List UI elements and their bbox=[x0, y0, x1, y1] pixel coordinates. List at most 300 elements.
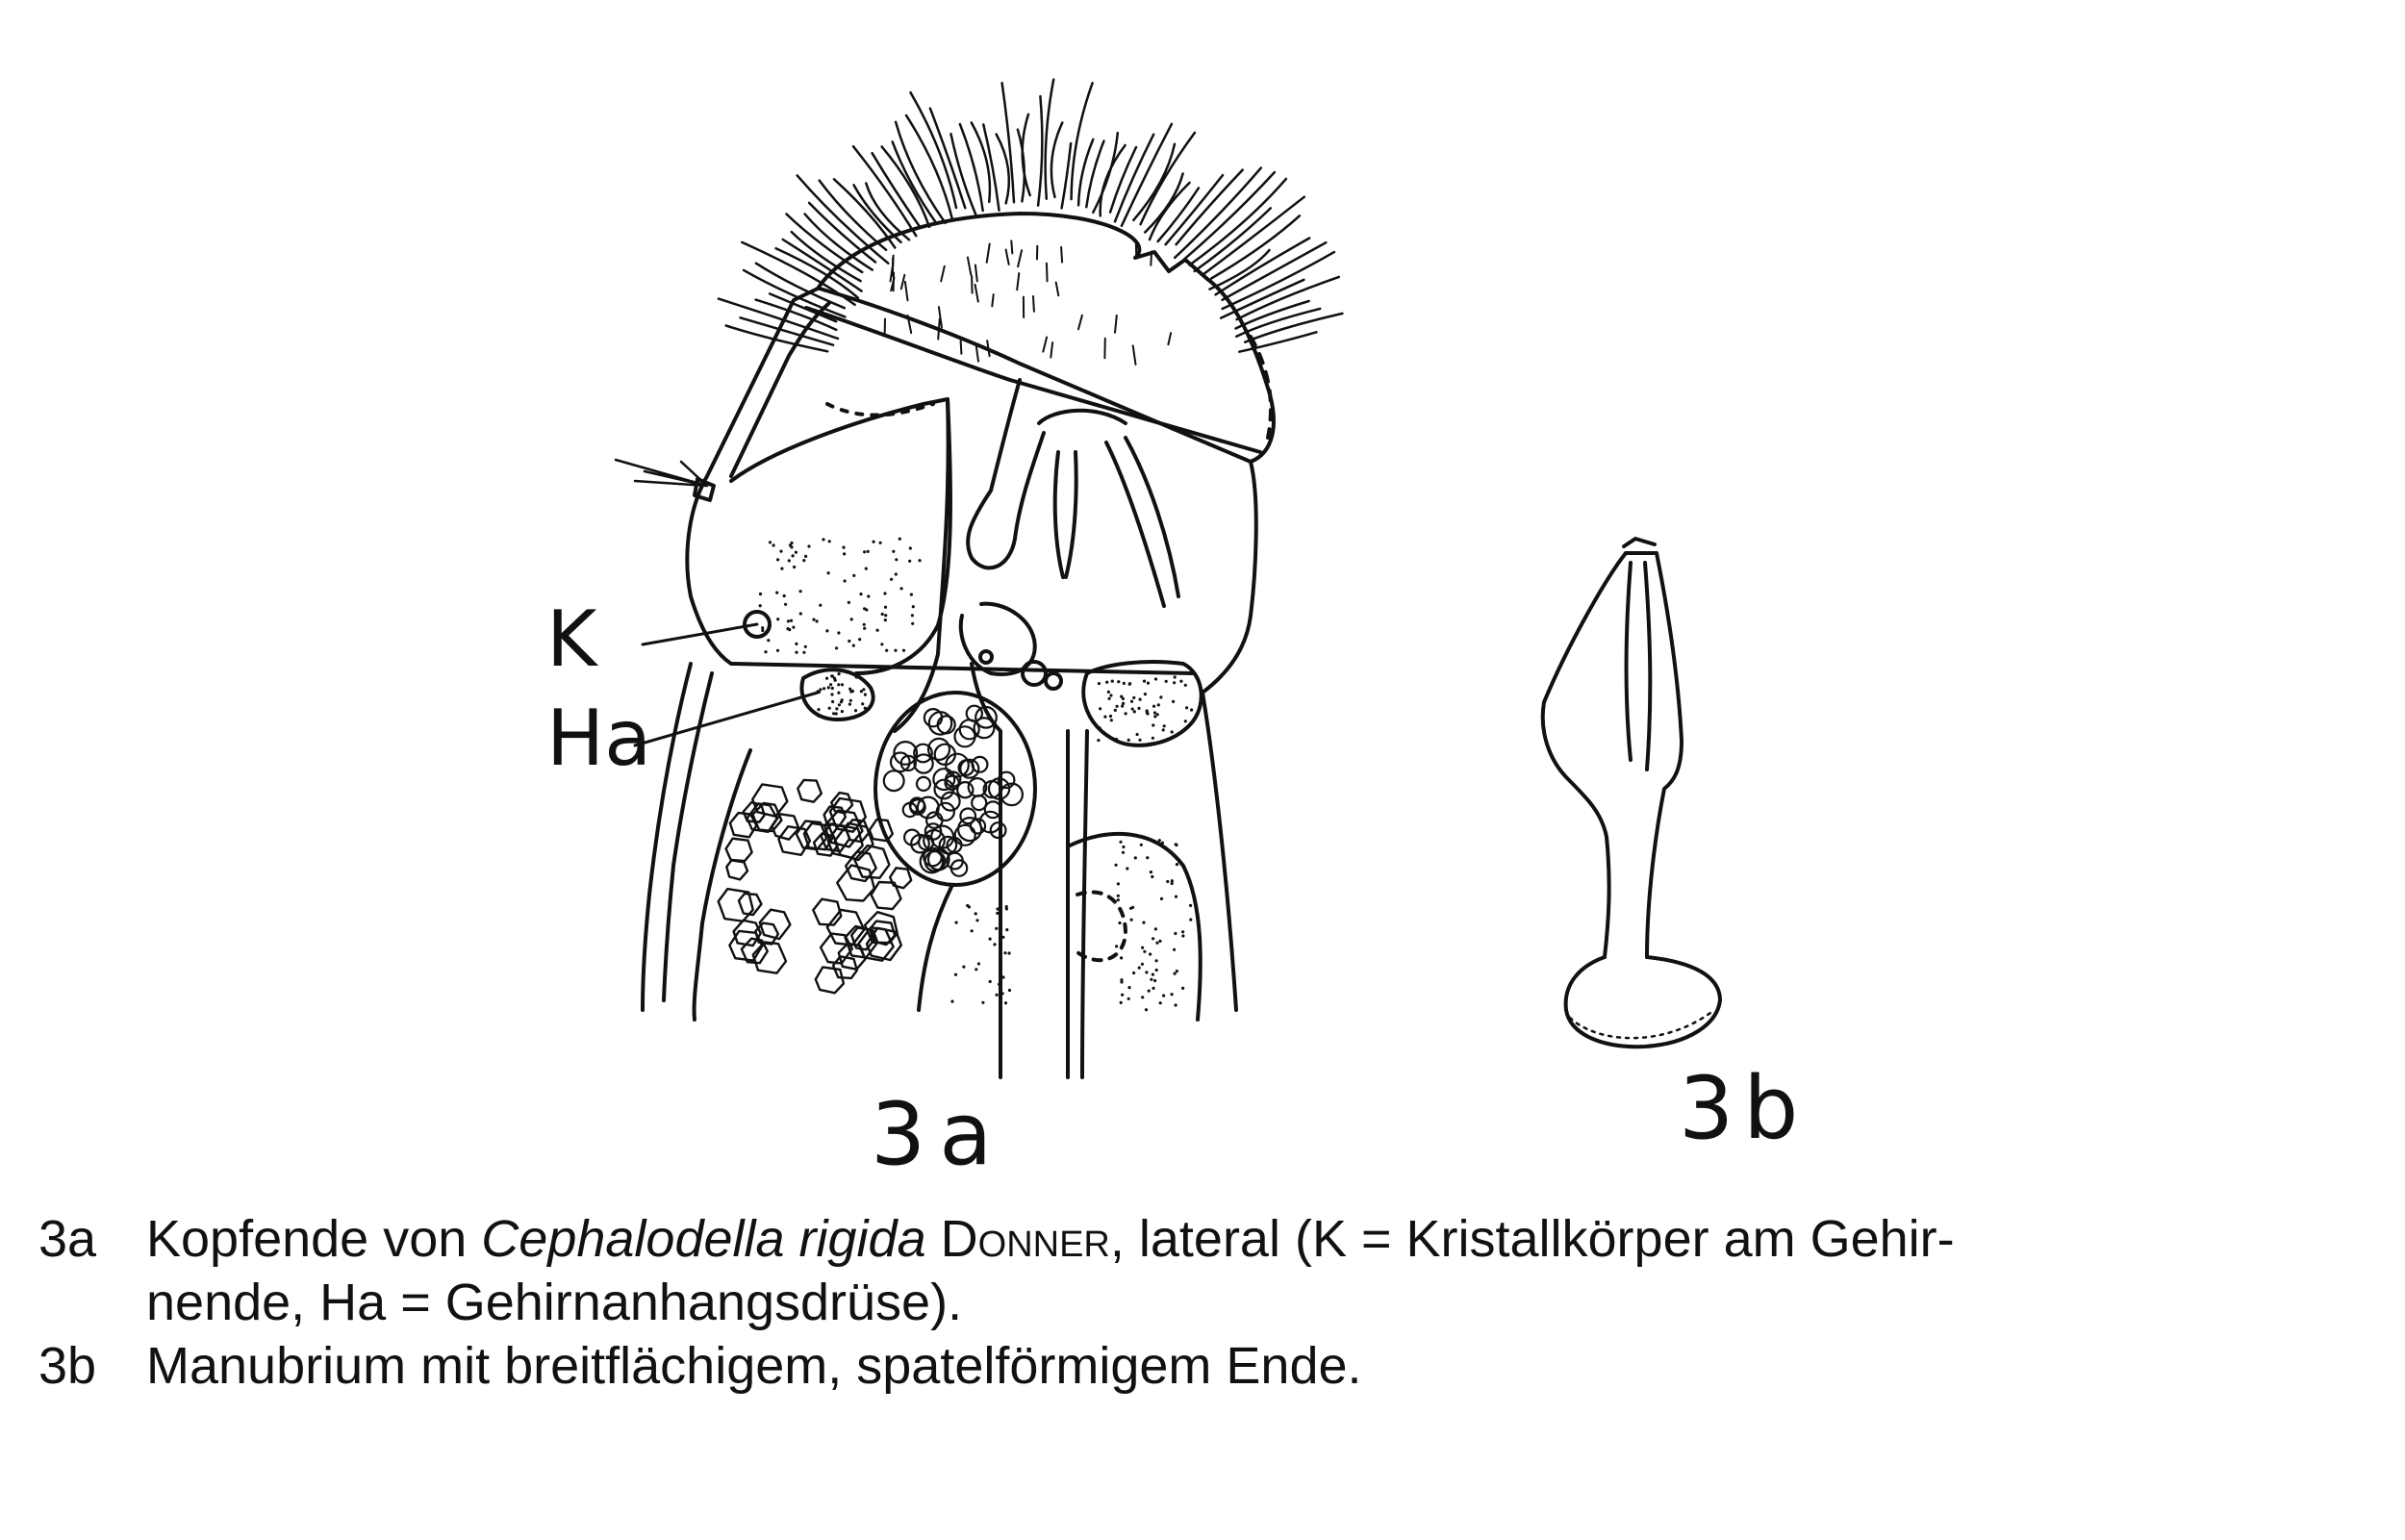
gland-vacuole bbox=[955, 825, 975, 846]
stipple-dot bbox=[1143, 950, 1146, 953]
stipple-dot bbox=[1109, 715, 1112, 718]
stipple-dot bbox=[761, 626, 764, 629]
corona-stroke bbox=[975, 265, 977, 282]
stipple-dot bbox=[1158, 940, 1161, 943]
stipple-dot bbox=[825, 629, 828, 632]
sensory-organ bbox=[695, 479, 714, 500]
stipple-dot bbox=[884, 614, 887, 617]
callout-line-k bbox=[643, 624, 757, 644]
stipple-dot bbox=[1138, 739, 1141, 742]
stipple-dot bbox=[1121, 994, 1124, 997]
gland-spot-1 bbox=[980, 651, 992, 663]
stipple-dot bbox=[831, 687, 834, 690]
cilium bbox=[1133, 144, 1175, 220]
stipple-dot bbox=[879, 542, 882, 544]
caption-3b-number: 3b bbox=[38, 1337, 97, 1395]
corona-stroke bbox=[975, 285, 978, 302]
stipple-dot bbox=[1131, 708, 1134, 711]
stipple-dot bbox=[1172, 700, 1175, 703]
stipple-dot bbox=[1174, 675, 1177, 678]
stipple-dot bbox=[793, 566, 796, 568]
stipple-dot bbox=[861, 702, 864, 705]
stipple-dot bbox=[1176, 970, 1178, 972]
stipple-dot bbox=[1149, 952, 1152, 955]
gland-vacuole bbox=[972, 795, 986, 810]
stipple-dot bbox=[1118, 921, 1121, 924]
stipple-dot bbox=[876, 629, 879, 632]
stipple-dot bbox=[848, 640, 850, 643]
stipple-dot bbox=[1165, 680, 1168, 683]
stipple-dot bbox=[865, 568, 868, 570]
corona-stroke bbox=[1006, 250, 1009, 265]
stipple-dot bbox=[995, 927, 998, 930]
stipple-dot bbox=[790, 545, 793, 548]
caption-3b bbox=[38, 1334, 2386, 1398]
stipple-dot bbox=[787, 619, 790, 622]
stipple-dot bbox=[792, 554, 795, 557]
stipple-dot bbox=[1162, 728, 1165, 731]
stipple-dot bbox=[1161, 842, 1164, 845]
stipple-dot bbox=[1154, 677, 1157, 680]
corona-stroke bbox=[972, 276, 973, 293]
stipple-dot bbox=[795, 551, 797, 554]
stipple-dot bbox=[1097, 739, 1100, 742]
stipple-dot bbox=[784, 603, 787, 606]
stipple-dot bbox=[1155, 959, 1158, 962]
stipple-dot bbox=[950, 1000, 953, 1003]
stipple-dot bbox=[1005, 928, 1008, 931]
stipple-dot bbox=[1110, 719, 1113, 721]
stipple-dot bbox=[1145, 1008, 1148, 1011]
stipple-dot bbox=[1171, 882, 1174, 885]
stipple-dot bbox=[1171, 993, 1174, 996]
stipple-dot bbox=[799, 612, 802, 615]
corona-stroke bbox=[968, 258, 971, 275]
stipple-dot bbox=[790, 619, 793, 622]
stipple-dot bbox=[873, 541, 875, 543]
stipple-dot bbox=[780, 568, 783, 570]
manubrium-drawing bbox=[1543, 539, 1720, 1047]
stipple-dot bbox=[1150, 978, 1152, 981]
stipple-dot bbox=[881, 613, 884, 616]
stipple-dot bbox=[1099, 707, 1101, 710]
stipple-dot bbox=[1185, 706, 1188, 709]
stipple-dot bbox=[902, 649, 905, 652]
stipple-dot bbox=[989, 938, 992, 941]
corona-stroke bbox=[1056, 283, 1059, 296]
stipple-dot bbox=[859, 593, 862, 595]
stipple-dot bbox=[863, 550, 866, 553]
stipple-dot bbox=[776, 558, 779, 561]
stipple-dot bbox=[783, 594, 786, 597]
vitellarium-cell bbox=[752, 784, 787, 816]
stipple-dot bbox=[841, 698, 844, 701]
stipple-dot bbox=[1152, 737, 1154, 740]
stipple-dot bbox=[1127, 997, 1130, 1000]
manubrium-head-top bbox=[1624, 539, 1655, 546]
stipple-dot bbox=[827, 571, 830, 574]
stipple-dot bbox=[867, 550, 870, 553]
stipple-dot bbox=[915, 651, 918, 654]
corona-stroke bbox=[1011, 240, 1012, 253]
stipple-dot bbox=[838, 672, 841, 675]
stipple-dot bbox=[1181, 930, 1184, 933]
stipple-dot bbox=[852, 574, 855, 577]
stipple-dot bbox=[1107, 691, 1110, 694]
vitellarium-outline bbox=[695, 750, 750, 1020]
cilium bbox=[997, 135, 1009, 204]
stipple-dot bbox=[962, 966, 965, 969]
cilium bbox=[1223, 242, 1327, 300]
right-wall bbox=[1202, 462, 1256, 1010]
stipple-dot bbox=[1123, 682, 1126, 685]
vitellarium-cell bbox=[797, 780, 822, 802]
stipple-dot bbox=[977, 962, 980, 965]
stipple-dot bbox=[1150, 871, 1152, 873]
corona-stroke bbox=[1168, 333, 1171, 344]
stipple-dot bbox=[761, 629, 764, 632]
trophi-arm bbox=[1106, 438, 1178, 606]
left-wall-inner bbox=[664, 673, 712, 1000]
esophagus bbox=[1068, 731, 1087, 1077]
stipple-dot bbox=[1119, 841, 1122, 844]
stipple-dot bbox=[1137, 707, 1140, 710]
stipple-dot bbox=[954, 973, 957, 976]
stipple-dot bbox=[807, 544, 810, 547]
stipple-dot bbox=[1189, 919, 1192, 921]
stipple-dot bbox=[825, 677, 828, 680]
stipple-dot bbox=[823, 687, 825, 690]
stipple-dot bbox=[863, 627, 866, 630]
vitellarium-cell bbox=[730, 813, 757, 837]
stipple-dot bbox=[1122, 846, 1125, 848]
stipple-dot bbox=[799, 590, 802, 593]
stipple-dot bbox=[912, 605, 915, 608]
stipple-dot bbox=[975, 968, 977, 971]
stipple-dot bbox=[1140, 844, 1143, 846]
stipple-dot bbox=[816, 619, 819, 622]
stipple-dot bbox=[854, 709, 857, 712]
corona-stroke bbox=[987, 244, 990, 263]
stipple-dot bbox=[776, 618, 779, 620]
gland-vacuole bbox=[973, 757, 988, 772]
stipple-dot bbox=[989, 980, 992, 983]
stipple-dot bbox=[867, 594, 870, 597]
stipple-dot bbox=[1117, 882, 1120, 885]
stipple-dot bbox=[812, 619, 815, 621]
stipple-dot bbox=[911, 622, 914, 625]
stipple-dot bbox=[837, 631, 840, 634]
stipple-dot bbox=[884, 619, 887, 621]
stipple-dot bbox=[1001, 975, 1004, 978]
stipple-dot bbox=[804, 555, 807, 558]
stipple-dot bbox=[844, 579, 847, 582]
stipple-dot bbox=[1103, 716, 1106, 719]
stipple-dot bbox=[1184, 720, 1187, 722]
stipple-dot bbox=[1115, 864, 1118, 867]
trophi-head bbox=[1039, 411, 1126, 423]
stipple-dot bbox=[890, 578, 893, 581]
stipple-dot bbox=[1152, 937, 1154, 940]
stipple-dot bbox=[819, 604, 822, 607]
stipple-dot bbox=[1120, 956, 1123, 959]
stipple-dot bbox=[1173, 948, 1176, 951]
stomach-left bbox=[919, 885, 952, 1010]
stipple-dot bbox=[1152, 723, 1154, 726]
stipple-dot bbox=[1175, 843, 1177, 846]
stipple-dot bbox=[880, 643, 883, 645]
stipple-dot bbox=[975, 912, 977, 915]
stipple-dot bbox=[1155, 942, 1158, 945]
stipple-dot bbox=[1130, 700, 1133, 703]
stipple-dot bbox=[1145, 971, 1148, 973]
caption-3a-continuation: nende, Ha = Gehirnanhangsdrüse). bbox=[146, 1274, 963, 1331]
stipple-dot bbox=[786, 627, 789, 630]
stipple-dot bbox=[804, 645, 807, 648]
corona-stroke bbox=[1018, 250, 1022, 266]
stipple-dot bbox=[1132, 972, 1135, 974]
stipple-dot bbox=[1156, 713, 1159, 716]
stipple-dot bbox=[1122, 702, 1125, 705]
stipple-dot bbox=[848, 601, 850, 604]
caption-3a-post: , lateral (K = Kristallkörper am Gehir- bbox=[1109, 1210, 1955, 1268]
corona-stroke bbox=[1133, 345, 1136, 365]
vitellarium-cell bbox=[753, 942, 786, 972]
stipple-dot bbox=[1174, 972, 1177, 975]
stipple-dot bbox=[1128, 683, 1131, 686]
corona-stroke bbox=[1051, 342, 1052, 358]
gland-spot-2 bbox=[1023, 662, 1046, 685]
stipple-dot bbox=[1171, 879, 1174, 882]
corona-stroke bbox=[1078, 316, 1082, 330]
stipple-dot bbox=[1181, 987, 1184, 990]
stipple-dot bbox=[792, 626, 795, 629]
stipple-dot bbox=[851, 690, 854, 693]
stipple-dot bbox=[1111, 680, 1114, 683]
stipple-dot bbox=[1008, 989, 1011, 992]
stipple-dot bbox=[864, 707, 867, 710]
stipple-dot bbox=[860, 690, 863, 693]
corona-stroke bbox=[1043, 338, 1047, 352]
stipple-dot bbox=[1175, 1003, 1177, 1006]
vitellarium-cell bbox=[821, 934, 852, 964]
cilium bbox=[1062, 143, 1072, 208]
stipple-dot bbox=[884, 606, 887, 609]
corona-texture bbox=[885, 240, 1172, 365]
stipple-dot bbox=[772, 543, 775, 546]
stipple-dot bbox=[779, 550, 782, 553]
stipple-dot bbox=[1141, 947, 1144, 949]
cilium bbox=[1221, 280, 1304, 318]
vitellarium-cell bbox=[726, 839, 752, 863]
stipple-dot bbox=[852, 644, 855, 647]
stipple-dot bbox=[841, 683, 844, 686]
corona-stroke bbox=[992, 294, 993, 306]
cilium bbox=[853, 146, 916, 236]
manubrium-inner-1 bbox=[1626, 563, 1650, 770]
stipple-dot bbox=[850, 618, 853, 620]
stipple-dot bbox=[1158, 839, 1161, 842]
gland-vacuole bbox=[915, 754, 933, 772]
stipple-dot bbox=[1117, 895, 1120, 897]
figure-label-3a: 3a bbox=[871, 1084, 1006, 1185]
cilium bbox=[911, 92, 957, 208]
stipple-dot bbox=[834, 679, 837, 682]
manubrium-spatula bbox=[1566, 957, 1720, 1047]
caption-3b-text: Manubrium mit breitflächigem, spatelförmigem Ende. bbox=[146, 1337, 1362, 1395]
corona-stroke bbox=[1017, 273, 1019, 290]
stipple-dot bbox=[829, 683, 832, 686]
stipple-dot bbox=[1143, 680, 1146, 683]
label-k: K bbox=[546, 594, 597, 684]
stipple-dot bbox=[1152, 987, 1154, 990]
stipple-dot bbox=[1190, 708, 1193, 711]
stipple-dot bbox=[966, 904, 969, 907]
stipple-dot bbox=[837, 683, 840, 686]
gland-vacuole bbox=[917, 777, 930, 791]
stipple-dot bbox=[1001, 936, 1004, 939]
cilium bbox=[1051, 123, 1062, 197]
stipple-dot bbox=[795, 643, 797, 645]
stipple-dot bbox=[759, 604, 762, 607]
stipple-dot bbox=[1189, 904, 1192, 907]
stipple-dot bbox=[975, 919, 978, 921]
stipple-dot bbox=[1120, 1001, 1123, 1004]
stipple-dot bbox=[998, 983, 1000, 986]
stipple-dot bbox=[1153, 711, 1156, 714]
stipple-dot bbox=[1144, 693, 1147, 695]
cilium bbox=[1078, 139, 1093, 205]
gland-spot-3 bbox=[1046, 673, 1061, 689]
stipple-dot bbox=[1153, 979, 1156, 982]
stipple-dot bbox=[1154, 927, 1157, 930]
corona-stroke bbox=[901, 275, 905, 290]
stipple-dot bbox=[993, 943, 996, 946]
mastax bbox=[968, 380, 1044, 568]
stipple-dot bbox=[767, 639, 770, 642]
stipple-dot bbox=[1098, 726, 1101, 729]
caption-3a-pre: Kopfende von bbox=[146, 1210, 482, 1268]
stipple-dot bbox=[955, 921, 958, 924]
figure-captions bbox=[38, 1207, 2386, 1398]
stipple-dot bbox=[1166, 880, 1169, 883]
stipple-dot bbox=[1174, 932, 1177, 935]
stipple-dot bbox=[1109, 694, 1112, 696]
cilium bbox=[854, 185, 901, 242]
stipple-dot bbox=[1142, 921, 1145, 924]
stipple-dot bbox=[997, 907, 1000, 910]
gland-vacuole bbox=[884, 770, 904, 791]
stipple-dot bbox=[1127, 986, 1130, 989]
stipple-dot bbox=[1173, 681, 1176, 684]
stipple-dot bbox=[1120, 980, 1123, 983]
caption-3a bbox=[38, 1207, 2386, 1271]
corona-stroke bbox=[941, 266, 945, 282]
stipple-dot bbox=[848, 688, 851, 691]
stipple-dot bbox=[1131, 906, 1134, 909]
stipple-dot bbox=[1115, 945, 1118, 947]
stipple-dot bbox=[1139, 698, 1142, 701]
stipple-dot bbox=[759, 593, 762, 595]
stipple-dot bbox=[1141, 996, 1144, 998]
stipple-dot bbox=[1004, 1001, 1007, 1004]
stipple-dot bbox=[843, 552, 846, 555]
stipple-dot bbox=[1127, 739, 1130, 742]
stipple-dot bbox=[1116, 705, 1119, 708]
stipple-dot bbox=[1133, 710, 1136, 713]
vitellarium-cell bbox=[778, 826, 810, 855]
stipple-dot bbox=[848, 703, 851, 706]
stipple-dot bbox=[1003, 951, 1006, 954]
stipple-dot bbox=[1151, 875, 1153, 878]
stipple-dot bbox=[827, 686, 830, 689]
stipple-dot bbox=[1115, 738, 1118, 741]
corona-stroke bbox=[1033, 296, 1034, 312]
stipple-dot bbox=[1005, 905, 1008, 908]
stipple-dot bbox=[909, 546, 912, 549]
caption-3a-text bbox=[146, 1207, 2386, 1271]
stipple-dot bbox=[1098, 682, 1101, 685]
stipple-dot bbox=[895, 572, 898, 575]
stipple-dot bbox=[835, 646, 838, 649]
stipple-dot bbox=[1163, 724, 1166, 727]
vitellarium-cells bbox=[719, 780, 912, 993]
rotifer-head-drawing bbox=[616, 80, 1342, 1077]
stipple-dot bbox=[1179, 680, 1182, 683]
stipple-dot bbox=[1162, 995, 1165, 997]
stipple-dot bbox=[855, 675, 858, 678]
stipple-dot bbox=[838, 703, 841, 706]
stipple-dot bbox=[841, 710, 844, 713]
stipple-dot bbox=[1160, 897, 1163, 900]
stipple-dot bbox=[1153, 715, 1156, 718]
stipple-dot bbox=[863, 623, 866, 626]
stipple-dot bbox=[1187, 876, 1190, 879]
corona-stroke bbox=[905, 282, 908, 300]
stipple-dot bbox=[892, 550, 895, 553]
rim-band-outer bbox=[820, 289, 1251, 462]
stipple-dot bbox=[1122, 851, 1125, 854]
corona-stroke bbox=[1061, 247, 1062, 263]
stipple-dot bbox=[822, 538, 824, 541]
corona-stroke bbox=[1047, 264, 1048, 282]
stipple-dot bbox=[1155, 969, 1158, 972]
stipple-dot bbox=[1152, 705, 1155, 708]
stipple-dot bbox=[1184, 684, 1187, 687]
gland-vacuole bbox=[955, 726, 975, 746]
corona-stroke bbox=[1115, 316, 1117, 333]
stipple-dot bbox=[1117, 680, 1120, 683]
cilium bbox=[1038, 96, 1042, 206]
stipple-dot bbox=[769, 541, 772, 543]
stipple-dot bbox=[885, 649, 888, 652]
gland-vacuole bbox=[957, 782, 973, 797]
stipple-dot bbox=[883, 592, 886, 594]
stipple-dot bbox=[1008, 951, 1011, 954]
stipple-dot bbox=[1105, 681, 1108, 684]
stipple-dot bbox=[849, 699, 852, 702]
stipple-dot bbox=[895, 558, 898, 561]
stipple-dot bbox=[1148, 990, 1151, 993]
stipple-dot bbox=[1136, 733, 1139, 736]
stipple-dot bbox=[776, 649, 779, 652]
stipple-dot bbox=[775, 592, 778, 594]
stipple-dot bbox=[1108, 697, 1111, 700]
stipple-dot bbox=[837, 692, 840, 694]
label-ha: Ha bbox=[546, 694, 652, 783]
stipple-dot bbox=[795, 651, 797, 654]
stipple-dot bbox=[1132, 696, 1135, 699]
